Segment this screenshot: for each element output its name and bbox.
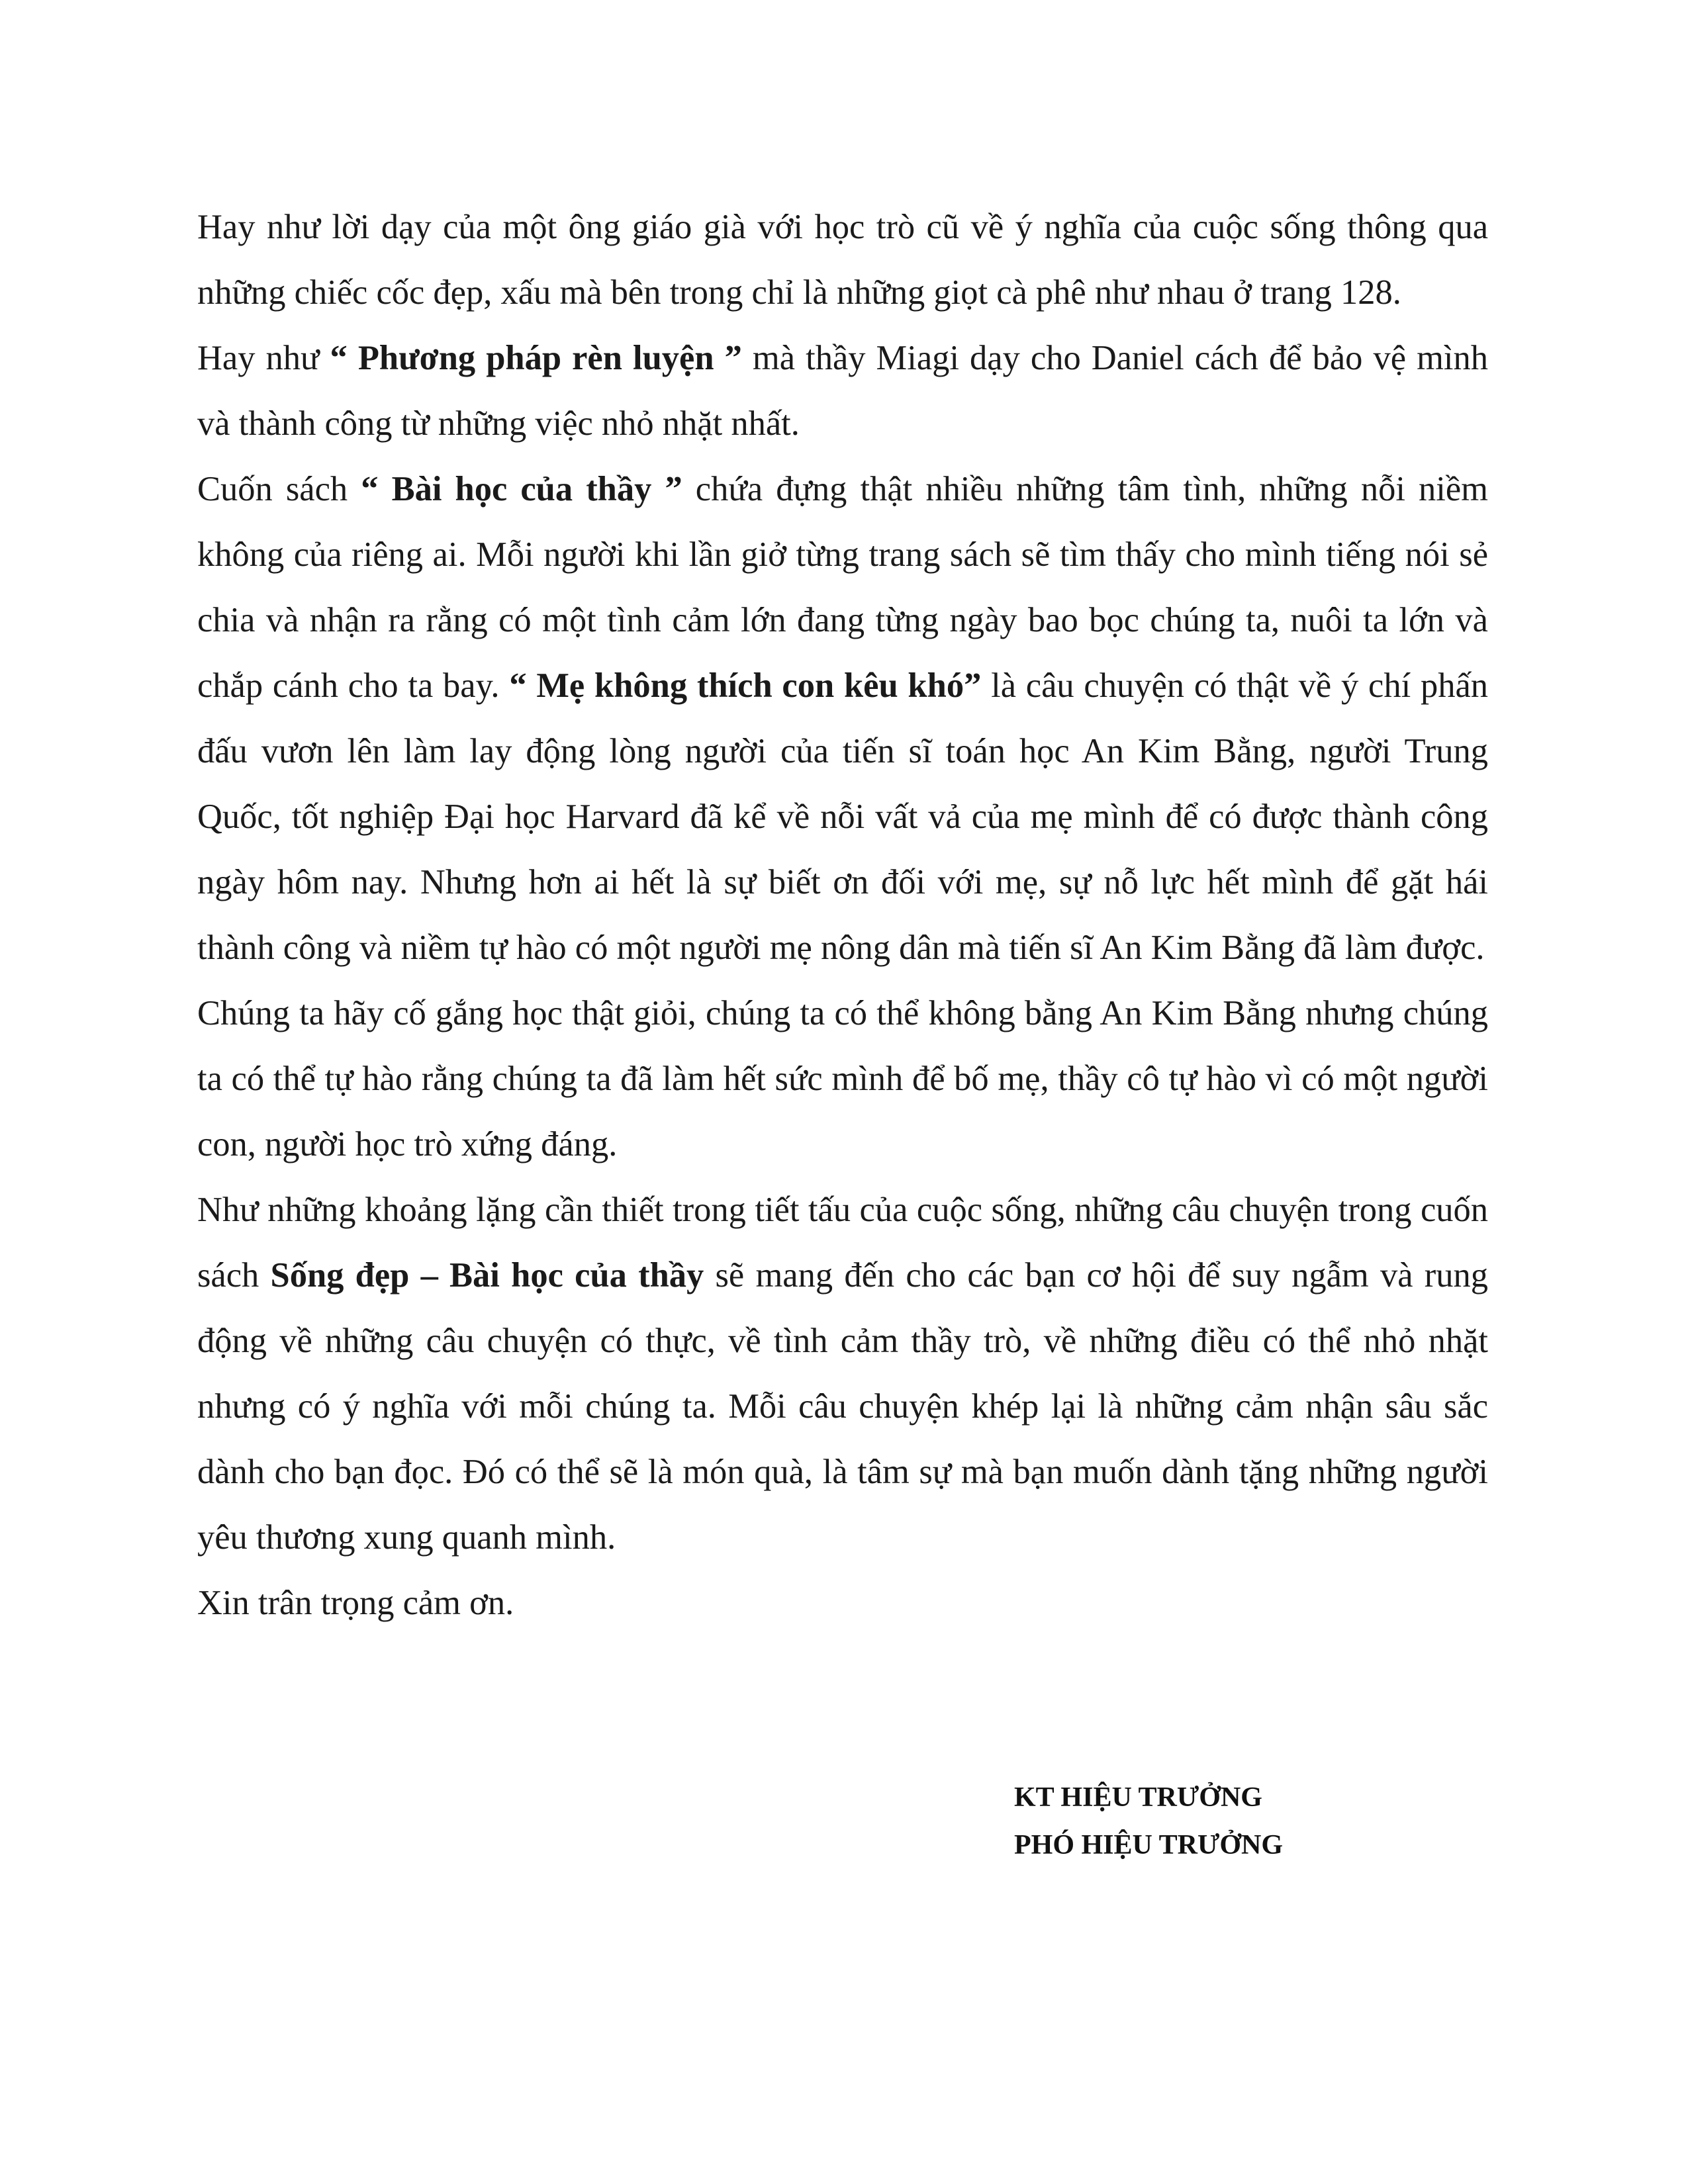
signature-block: [1014, 1774, 1283, 1869]
bold-title-me-khong-thich: “ Mẹ không thích con kêu khó”: [509, 666, 982, 705]
paragraph-text: Cuốn sách: [197, 470, 361, 508]
paragraph-quiet-moments: [197, 1177, 1488, 1570]
bold-title-bai-hoc: “ Bài học của thầy ”: [361, 470, 682, 508]
paragraph-text: chứa đựng thật nhiều những tâm tình, những nỗi niềm không của riêng ai. Mỗi người khi lần giở từng trang sách sẽ tìm thấy cho mình tiếng nói sẻ chia và nhận ra rằng có một tình cảm lớn đang từng ngày bao bọc chúng ta, nuôi ta lớn và chắp cánh cho ta bay.: [197, 470, 1488, 705]
paragraph-text: là câu chuyện có thật về ý chí phấn đấu vươn lên làm lay động lòng người của tiến sĩ toán học An Kim Bằng, người Trung Quốc, tốt nghiệp Đại học Harvard đã kể về nỗi vất vả của mẹ mình để có được thành công ngày hôm nay. Nhưng hơn ai hết là sự biết ơn đối với mẹ, sự nỗ lực hết mình để gặt hái thành công và niềm tự hào có một người mẹ nông dân mà tiến sĩ An Kim Bằng đã làm được.: [197, 666, 1488, 967]
paragraph-text: Như những khoảng lặng cần thiết trong tiết tấu của cuộc sống, những câu chuyện trong cuốn sách: [197, 1191, 1488, 1295]
paragraph-study-hard: [197, 981, 1488, 1177]
paragraph-text: Hay như lời dạy của một ông giáo già với học trò cũ về ý nghĩa của cuộc sống thông qua những chiếc cốc đẹp, xấu mà bên trong chỉ là những giọt cà phê như nhau ở trang 128.: [197, 208, 1488, 312]
paragraph-text: Xin trân trọng cảm ơn.: [197, 1584, 514, 1622]
paragraph-text: Hay như: [197, 339, 330, 377]
paragraph-text: sẽ mang đến cho các bạn cơ hội để suy ngẫm và rung động về những câu chuyện có thực, về tình cảm thầy trò, về những điều có thể nhỏ nhặt nhưng có ý nghĩa với mỗi chúng ta. Mỗi câu chuyện khép lại là những cảm nhận sâu sắc dành cho bạn đọc. Đó có thể sẽ là món quà, là tâm sự mà bạn muốn dành tặng những người yêu thương xung quanh mình.: [197, 1256, 1488, 1557]
letter-body: [197, 195, 1488, 1636]
paragraph-text: Chúng ta hãy cố gắng học thật giỏi, chúng ta có thể không bằng An Kim Bằng nhưng chúng ta có thể tự hào rằng chúng ta đã làm hết sức mình để bố mẹ, thầy cô tự hào vì có một người con, người học trò xứng đáng.: [197, 994, 1488, 1163]
signature-title-line-2: PHÓ HIỆU TRƯỞNG: [1014, 1830, 1284, 1860]
paragraph-training-method: [197, 326, 1488, 457]
paragraph-coffee-cups: [197, 195, 1488, 326]
bold-title-phuong-phap: “ Phương pháp rèn luyện ”: [330, 339, 742, 377]
paragraph-book-lessons: [197, 457, 1488, 981]
paragraph-text: mà thầy Miagi dạy cho Daniel cách để bảo vệ mình và thành công từ những việc nhỏ nhặt nhất.: [197, 339, 1488, 443]
signature-title-line-1: KT HIỆU TRƯỞNG: [1014, 1782, 1262, 1813]
paragraph-thanks: [197, 1570, 1488, 1636]
bold-title-song-dep: Sống đẹp – Bài học của thầy: [270, 1256, 704, 1295]
